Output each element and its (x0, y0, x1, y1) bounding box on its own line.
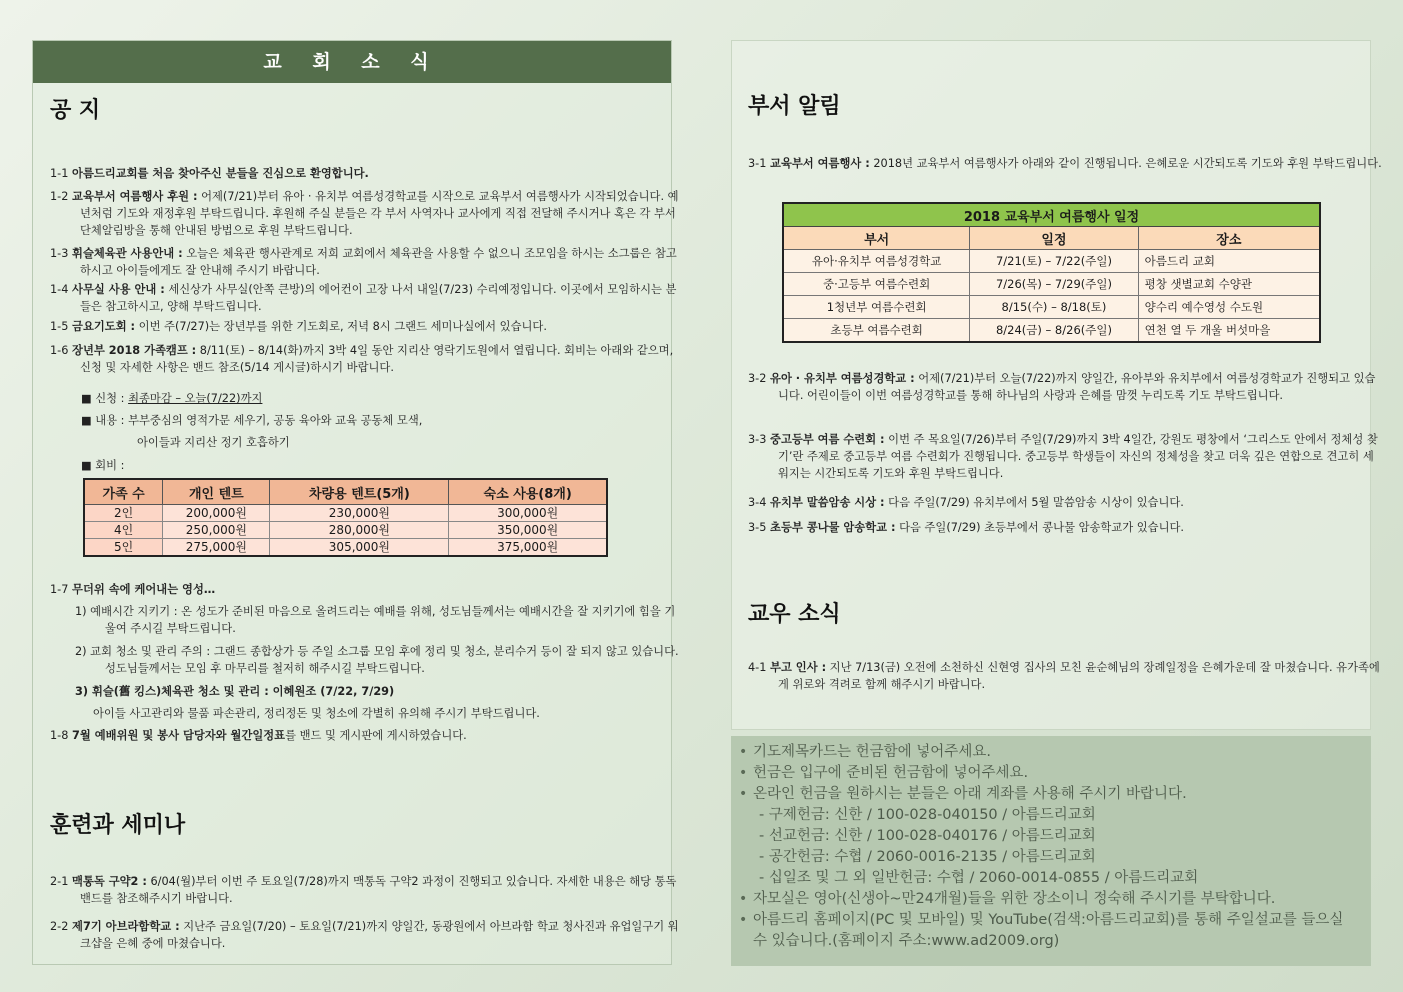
list-item: - 구제헌금: 신한 / 100-028-040150 / 아름드리교회 (759, 807, 1096, 823)
camp-fee-label: ■ 회비 : (81, 459, 125, 472)
table-header: 개인 텐트 (163, 479, 270, 505)
offering-notes-panel (731, 736, 1371, 966)
member-news-heading: 교우 소식 (748, 602, 841, 627)
camp-content-2: 아이들과 지리산 정기 호흡하기 (137, 436, 290, 449)
table-cell: 중·고등부 여름수련회 (783, 273, 970, 296)
table-cell: 2인 (84, 505, 163, 522)
notice-1-1: 1-1 아름드리교회를 처음 찾아주신 분들을 진심으로 환영합니다. (50, 167, 369, 180)
table-cell: 300,000원 (449, 505, 607, 522)
list-item: - 공간헌금: 수협 / 2060-0016-2135 / 아름드리교회 (759, 849, 1096, 865)
table-cell: 양수리 예수영성 수도원 (1138, 296, 1320, 319)
notice-1-7: 1-7 무더위 속에 케어내는 영성… (50, 583, 216, 596)
list-item: • 기도제목카드는 헌금함에 넣어주세요. (739, 742, 1359, 763)
notice-1-8: 1-8 7월 예배위원 및 봉사 담당자와 월간일정표를 밴드 및 게시판에 게시하였습니다. (50, 729, 467, 742)
notice-1-5: 1-5 금요기도회 : 이번 주(7/27)는 장년부를 위한 기도회로, 저녁 8시 그랜드 세미나실에서 있습니다. (50, 320, 547, 333)
notice-1-7-item-2: 2) 교회 청소 및 관리 주의 : 그랜드 종합상가 등 주일 소그룹 모임 후에 정리 및 청소, 분리수거 등이 잘 되지 않고 있습니다. 성도님들께서는 모임 후 마무리를 철저히 해주시길 부탁드립니다. (75, 645, 679, 675)
table-cell: 230,000원 (270, 505, 449, 522)
table-row (783, 273, 1320, 296)
table-header: 일정 (970, 227, 1138, 250)
list-item: • 자모실은 영아(신생아~만24개월)들을 위한 장소이니 정숙해 주시기를 부탁합니다. (739, 889, 1359, 910)
table-cell: 초등부 여름수련회 (783, 319, 970, 343)
table-header: 부서 (783, 227, 970, 250)
dept-heading: 부서 알림 (748, 94, 841, 119)
table-cell: 4인 (84, 522, 163, 539)
table-cell: 연천 열 두 개울 버섯마을 (1138, 319, 1320, 343)
camp-apply: ■ 신청 : 최종마감 – 오늘(7/22)까지 (81, 392, 263, 405)
training-2-1: 2-1 맥통독 구약2 : 6/04(월)부터 이번 주 토요일(7/28)까지 맥통독 구약2 과정이 진행되고 있습니다. 자세한 내용은 해당 통독 밴드를 참조해주시기 바랍니다. (50, 875, 677, 905)
table-cell: 5인 (84, 539, 163, 557)
table-row (84, 505, 607, 522)
table-header: 장소 (1138, 227, 1320, 250)
dept-3-3: 3-3 중고등부 여름 수련회 : 이번 주 목요일(7/26)부터 주일(7/29)까지 3박 4일간, 강원도 평창에서 ‘그리스도 안에서 정체성 찾기’란 주제로 중고등부 여름 수련회가 진행됩니다. 중고등부 학생들이 자신의 정체성을 찾고 더욱 깊은 연합으로 견고히 세워지는 시간되도록 기도와 후원 부탁드립니다. (748, 433, 1378, 480)
camp-content: ■ 내용 : 부부중심의 영적가문 세우기, 공동 육아와 교육 공동체 모색, (81, 414, 423, 427)
table-cell: 200,000원 (163, 505, 270, 522)
notice-1-7-item-3: 3) 휘슬(舊 킹스)체육관 청소 및 관리 : 이혜원조 (7/22, 7/29) (75, 685, 395, 698)
summer-schedule-table (782, 202, 1321, 343)
notice-1-7-item-3-body: 아이들 사고관리와 물품 파손관리, 정리정돈 및 청소에 각별히 유의해 주시기 부탁드립니다. (93, 707, 540, 720)
table-header-row (84, 479, 607, 505)
table-row (783, 296, 1320, 319)
notice-1-6: 1-6 장년부 2018 가족캠프 : 8/11(토) – 8/14(화)까지 3박 4일 동안 지리산 영락기도원에서 열립니다. 회비는 아래와 같으며, 신청 및 자세한 사항은 밴드 참조(5/14 게시글)하시기 바랍니다. (50, 344, 674, 374)
table-cell: 7/26(목) – 7/29(주일) (970, 273, 1138, 296)
dept-3-4: 3-4 유치부 말씀암송 시상 : 다음 주일(7/29) 유치부에서 5월 말씀암송 시상이 있습니다. (748, 496, 1184, 509)
table-cell: 350,000원 (449, 522, 607, 539)
table-header: 가족 수 (84, 479, 163, 505)
member-4-1: 4-1 부고 인사 : 지난 7/13(금) 오전에 소천하신 신현영 집사의 모친 윤순혜님의 장례일정을 은혜가운데 잘 마쳤습니다. 유가족에게 위로와 격려로 함께 해주시기 바랍니다. (748, 661, 1380, 691)
table-row (84, 539, 607, 557)
notice-1-3: 1-3 휘슬체육관 사용안내 : 오늘은 체육관 행사관계로 저희 교회에서 체육관을 사용할 수 없으니 조모임을 하시는 소그룹은 참고하시고 아이들에게도 잘 안내해 주시기 바랍니다. (50, 247, 677, 277)
table-row (783, 319, 1320, 343)
table-cell: 평창 샛별교회 수양관 (1138, 273, 1320, 296)
training-2-2: 2-2 제7기 아브라함학교 : 지난주 금요일(7/20) – 토요일(7/21)까지 양일간, 동광원에서 아브라함 학교 청사진과 유업일구기 워크샵을 은혜 중에 마쳤습니다. (50, 920, 679, 950)
table-cell: 250,000원 (163, 522, 270, 539)
list-item: • 헌금은 입구에 준비된 헌금함에 넣어주세요. (739, 763, 1359, 784)
list-item: - 십일조 및 그 외 일반헌금: 수협 / 2060-0014-0855 / 아름드리교회 (759, 870, 1199, 886)
table-cell: 275,000원 (163, 539, 270, 557)
camp-fee-table (83, 478, 608, 557)
list-item: - 선교헌금: 신한 / 100-028-040176 / 아름드리교회 (759, 828, 1096, 844)
list-item: • 온라인 헌금을 원하시는 분들은 아래 계좌를 사용해 주시기 바랍니다. (739, 784, 1359, 805)
notice-1-2: 1-2 교육부서 여름행사 후원 : 어제(7/21)부터 유아 · 유치부 여름성경학교를 시작으로 교육부서 여름행사가 시작되었습니다. 예년처럼 기도와 재정후원 부탁드립니다. 후원해 주실 분들은 각 부서 사역자나 교사에게 직접 전달해 주시거나 혹은 각 부서 단체알림방을 통해 안내된 방법으로 후원 부탁드립니다. (50, 190, 679, 237)
table-cell: 305,000원 (270, 539, 449, 557)
church-news-banner: 교 회 소 식 (33, 41, 671, 83)
table-cell: 375,000원 (449, 539, 607, 557)
table-cell: 280,000원 (270, 522, 449, 539)
dept-3-1: 3-1 교육부서 여름행사 : 2018년 교육부서 여름행사가 아래와 같이 진행됩니다. 은혜로운 시간되도록 기도와 후원 부탁드립니다. (748, 157, 1382, 170)
table-cell: 유아·유치부 여름성경학교 (783, 250, 970, 273)
table-cell: 1청년부 여름수련회 (783, 296, 970, 319)
table-cell: 8/24(금) – 8/26(주일) (970, 319, 1138, 343)
table-header: 차량용 텐트(5개) (270, 479, 449, 505)
table-row (84, 522, 607, 539)
table-row (783, 250, 1320, 273)
table-cell: 7/21(토) – 7/22(주일) (970, 250, 1138, 273)
training-heading: 훈련과 세미나 (50, 813, 186, 838)
dept-3-2: 3-2 유아 · 유치부 여름성경학교 : 어제(7/21)부터 오늘(7/22)까지 양일간, 유아부와 유치부에서 여름성경학교가 진행되고 있습니다. 어린이들이 이번 여름성경학교를 통해 하나님의 사랑과 은혜를 맘껏 누리도록 기도 부탁드립니다. (748, 372, 1376, 402)
notes-list (739, 742, 1359, 952)
schedule-title: 2018 교육부서 여름행사 일정 (783, 203, 1320, 227)
department-news-panel (731, 40, 1382, 730)
dept-3-5: 3-5 초등부 콩나물 암송학교 : 다음 주일(7/29) 초등부에서 콩나물 암송학교가 있습니다. (748, 521, 1184, 534)
notice-heading: 공 지 (50, 98, 101, 123)
list-item: • 아름드리 홈페이지(PC 및 모바일) 및 YouTube(검색:아름드리교회)를 통해 주일설교를 들으실 수 있습니다.(홈페이지 주소:www.ad2009.org) (739, 910, 1359, 952)
table-cell: 8/15(수) – 8/18(토) (970, 296, 1138, 319)
table-header: 숙소 사용(8개) (449, 479, 607, 505)
church-news-panel (32, 40, 679, 965)
table-cell: 아름드리 교회 (1138, 250, 1320, 273)
table-header-row (783, 227, 1320, 250)
notice-1-4: 1-4 사무실 사용 안내 : 세신상가 사무실(안쪽 큰방)의 에어컨이 고장 나서 내일(7/23) 수리예정입니다. 이곳에서 모임하시는 분들은 참고하시고, 양해 부탁드립니다. (50, 283, 677, 313)
notice-1-7-item-1: 1) 예배시간 지키기 : 온 성도가 준비된 마음으로 올려드리는 예배를 위해, 성도님들께서는 예배시간을 잘 지키기에 힘을 기울여 주시길 부탁드립니다. (75, 605, 676, 635)
